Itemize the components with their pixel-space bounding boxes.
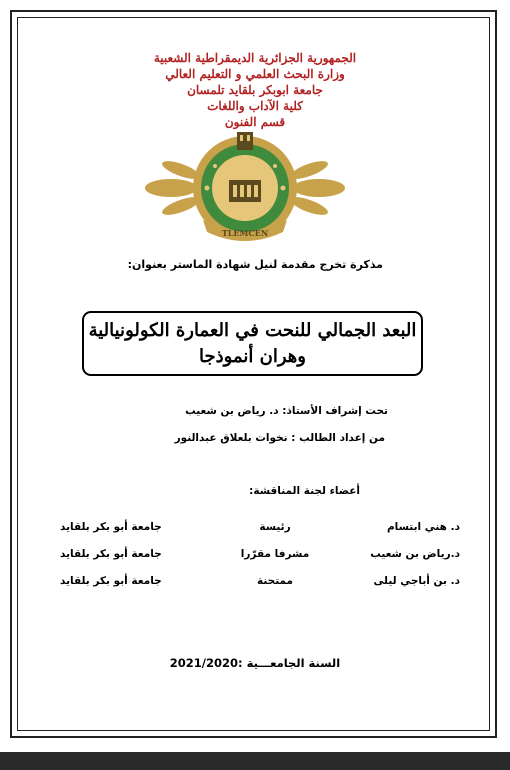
committee-member-name: د. بن أباجي ليلى	[373, 574, 460, 587]
committee-row	[60, 513, 460, 540]
committee-member-role: مشرفا مقرّرا	[240, 547, 310, 560]
committee-member-role: ممتحنة	[256, 574, 294, 587]
header-line-faculty: كلية الآداب واللغات	[207, 99, 303, 113]
emblem-leaf-right	[293, 179, 345, 197]
emblem-logo-icon	[145, 132, 345, 244]
student-line: من إعداد الطالب : نخوات بلعلاق عبدالنور	[174, 432, 385, 444]
bottom-divider	[0, 752, 510, 770]
thesis-title-line1: البعد الجمالي للنحت في العمارة الكولونيالية	[88, 320, 417, 341]
thesis-subtitle: مذكرة تخرج مقدمة لنيل شهادة الماستر بعنوان:	[127, 258, 383, 271]
header-line-department: قسم الفنون	[224, 115, 286, 129]
header-line-university: جامعة ابوبكر بلقايد تلمسان	[187, 83, 323, 97]
committee-member-name: د. هني ابتسام	[386, 520, 460, 533]
thesis-title-line2: وهران أنموذجا	[199, 346, 306, 367]
thesis-title-box	[82, 311, 423, 376]
committee-member-name: د.رياض بن شعيب	[370, 547, 460, 560]
supervisor-line: تحت إشراف الأستاذ: د. رياض بن شعيب	[185, 405, 388, 417]
header-line-ministry: وزارة البحث العلمي و التعليم العالي	[165, 67, 345, 81]
emblem-leaf-left	[145, 179, 197, 197]
committee-table	[60, 513, 460, 594]
emblem-minaret-icon	[237, 132, 253, 150]
committee-member-university: جامعة أبو بكر بلقايد	[60, 574, 162, 587]
committee-member-role: رئيسة	[259, 520, 291, 533]
svg-text:TLEMCEN: TLEMCEN	[221, 228, 269, 238]
committee-member-university: جامعة أبو بكر بلقايد	[60, 520, 162, 533]
header-line-republic: الجمهورية الجزائرية الديمقراطية الشعبية	[153, 51, 357, 65]
academic-year: السنة الجامعـــية :2021/2020	[169, 656, 341, 670]
committee-member-university: جامعة أبو بكر بلقايد	[60, 547, 162, 560]
committee-row	[60, 540, 460, 567]
committee-row	[60, 567, 460, 594]
committee-title: أعضاء لجنة المناقشة:	[249, 485, 360, 497]
university-emblem	[145, 132, 345, 244]
institution-header	[0, 50, 510, 130]
